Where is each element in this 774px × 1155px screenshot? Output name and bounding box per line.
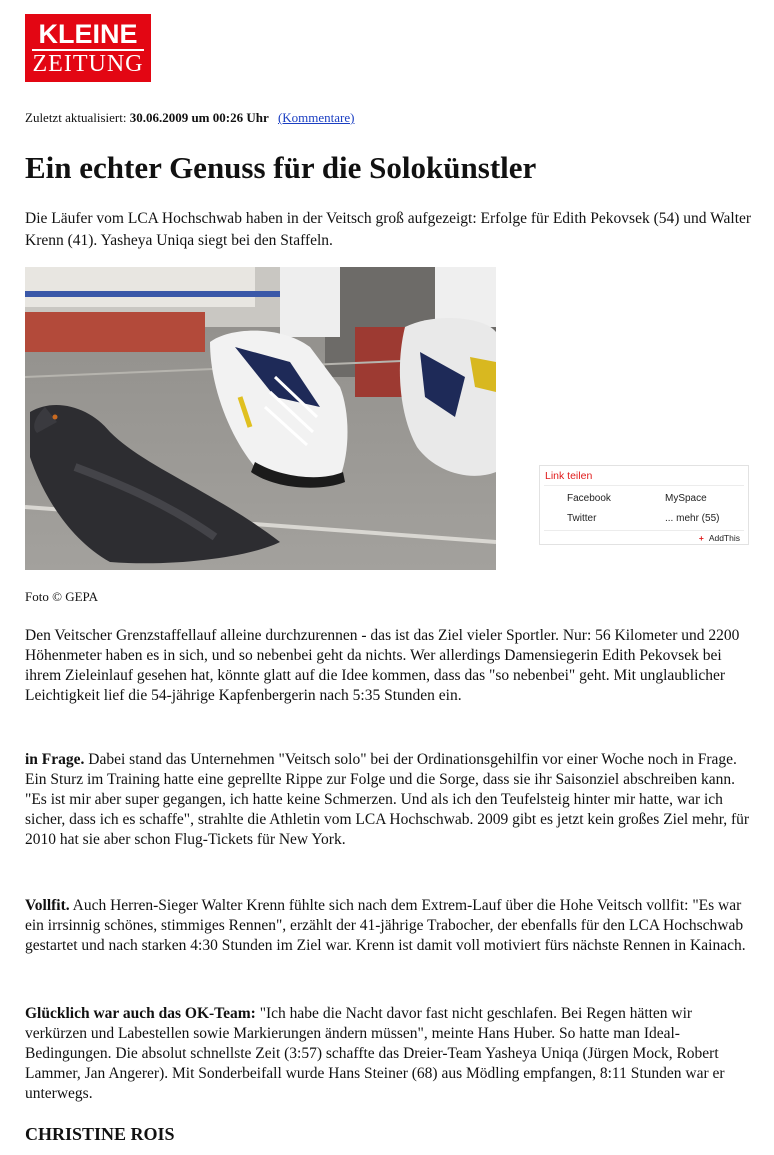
article-photo xyxy=(25,267,496,570)
paragraph-1-text: Den Veitscher Grenzstaffellauf alleine durchzurennen - das ist das Ziel vieler Sportler. Nur: 56 Kilometer und 2200 Höhenmeter haben es in sich, und so nebenbei geht da nichts. Wer allerdings Damensiegerin Edith Pekovsek bei ihrem Zieleinlauf gesehen hat, könnte glatt auf die Idee kommen, dass das "so nebenbei" geht. Mit unglaublicher Leichtigkeit lief die 54-jährige Kapfenbergerin nach 5:35 Stunden ein. xyxy=(25,627,740,704)
update-info xyxy=(25,110,355,126)
addthis-link[interactable]: + AddThis xyxy=(699,533,740,543)
logo-line-2: ZEITUNG xyxy=(32,51,144,77)
article-paragraph-4 xyxy=(25,1004,753,1104)
paragraph-2-lead: in Frage. xyxy=(25,751,85,768)
share-box xyxy=(539,465,749,545)
article-paragraph-1 xyxy=(25,626,753,706)
update-prefix: Zuletzt aktualisiert: xyxy=(25,110,127,125)
paragraph-3-text: Auch Herren-Sieger Walter Krenn fühlte sich nach dem Extrem-Lauf über die Hohe Veitsch vollfit: "Es war ein irrsinnig schönes, stimmiges Rennen", erzählt der 41-jährige Trabocher, der ebenfalls für den LCA Hochschwab gestartet und nach starken 4:30 Stunden im Ziel war. Krenn ist damit voll motiviert fürs nächste Rennen in Kainach. xyxy=(25,897,746,954)
share-divider xyxy=(544,485,744,486)
article-headline: Ein echter Genuss für die Solokünstler xyxy=(25,150,537,185)
article-byline: CHRISTINE ROIS xyxy=(25,1124,175,1144)
logo-line-1: KLEINE xyxy=(38,19,138,49)
update-datetime: 30.06.2009 um 00:26 Uhr xyxy=(129,110,269,125)
article-paragraph-2 xyxy=(25,750,753,850)
share-facebook-link[interactable]: Facebook xyxy=(567,493,611,504)
paragraph-4-lead: Glücklich war auch das OK-Team: xyxy=(25,1005,256,1022)
share-myspace-link[interactable]: MySpace xyxy=(665,493,707,504)
photo-caption: Foto © GEPA xyxy=(25,589,98,604)
article-lead: Die Läufer vom LCA Hochschwab haben in der Veitsch groß aufgezeigt: Erfolge für Edith Pekovsek (54) und Walter Krenn (41). Yasheya Uniqa siegt bei den Staffeln. xyxy=(25,210,752,249)
comments-link[interactable]: (Kommentare) xyxy=(277,110,355,125)
share-divider-bottom xyxy=(544,530,744,531)
share-more-link[interactable]: ... mehr (55) xyxy=(665,513,720,524)
paragraph-2-text: Dabei stand das Unternehmen "Veitsch solo" bei der Ordinationsgehilfin vor einer Woche noch in Frage. Ein Sturz im Training hatte eine geprellte Rippe zur Folge und die Sorge, dass sie ihr Saisonziel abschreiben kann. "Es ist mir aber super gegangen, ich hatte keine Schmerzen. Und als ich den Teufelsteig hinter mir hatte, war ich sicher, dass ich es schaffe", strahlte die Athletin vom LCA Hochschwab. 2009 gibt es jetzt kein großes Ziel mehr, für 2010 hat sie aber schon Flug-Tickets für New York. xyxy=(25,751,750,848)
share-title: Link teilen xyxy=(545,470,593,482)
article-paragraph-3 xyxy=(25,896,753,956)
paragraph-4-text: "Ich habe die Nacht davor fast nicht geschlafen. Bei Regen hätten wir verkürzen und Labestellen sowie Markierungen ändern müssen", meinte Hans Huber. So hatte man Ideal-Bedingungen. Die absolut schnellste Zeit (3:57) schaffte das Dreier-Team Yasheya Uniqa (Jürgen Mock, Robert Lammer, Jan Angerer). Mit Sonderbeifall wurde Hans Steiner (68) aus Mödling empfangen, 8:11 Stunden war er unterwegs. xyxy=(25,1005,725,1102)
share-twitter-link[interactable]: Twitter xyxy=(567,513,597,524)
kleine-zeitung-logo[interactable] xyxy=(25,14,151,82)
paragraph-3-lead: Vollfit. xyxy=(25,897,70,914)
